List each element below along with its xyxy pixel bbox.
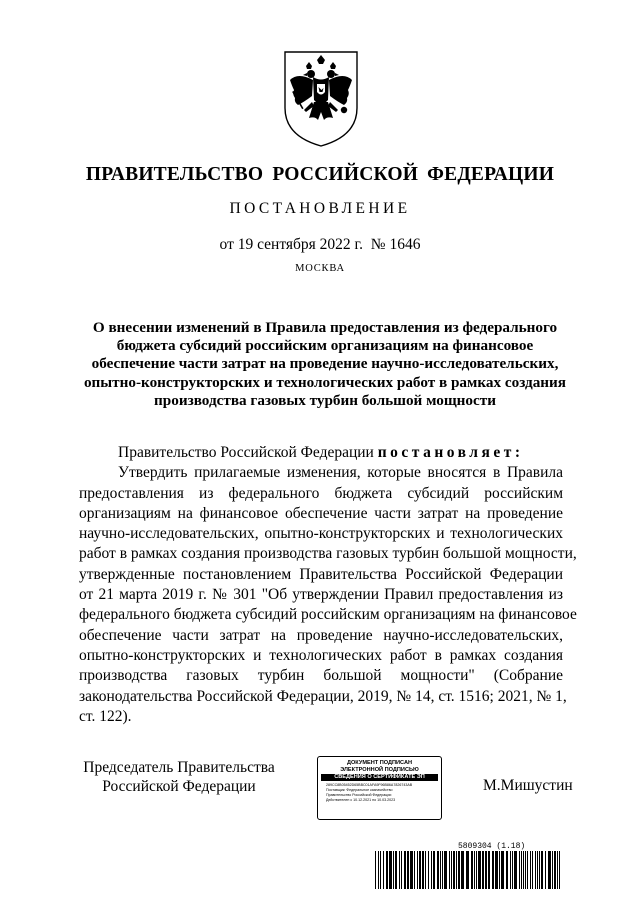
- barcode-bar: [458, 851, 460, 889]
- barcode-bar: [375, 851, 376, 889]
- barcode-bar: [449, 851, 450, 889]
- barcode-bar: [559, 851, 560, 889]
- signatory-position: [79, 758, 279, 796]
- barcode-bar: [499, 851, 500, 889]
- stamp-certificate-header: СВЕДЕНИЯ О СЕРТИФИКАТЕ ЭП: [321, 774, 438, 781]
- subject-line: опытно-конструкторских и технологических работ в рамках создания: [83, 373, 567, 391]
- barcode-bar: [437, 851, 439, 889]
- barcode-bar: [541, 851, 543, 889]
- barcode-bar: [456, 851, 457, 889]
- body-line: обеспечение части затрат на проведение научно-исследовательских,: [79, 626, 563, 644]
- body-line: производства газовых турбин большой мощности" (Собрание: [79, 667, 563, 685]
- barcode-bar: [410, 851, 413, 889]
- barcode-bar: [495, 851, 498, 889]
- barcode-bar: [389, 851, 392, 889]
- barcode-bar: [393, 851, 394, 889]
- barcode-bar: [519, 851, 520, 889]
- barcode-bar: [399, 851, 400, 889]
- preamble: [79, 443, 563, 463]
- barcode-bar: [548, 851, 551, 889]
- barcode-bar: [485, 851, 487, 889]
- barcode-bar: [444, 851, 447, 889]
- stamp-serial: 289CC8B05452D65BBC01AFA9F96B86A7826743AB: [326, 783, 413, 787]
- barcode-bar: [482, 851, 484, 889]
- signatory-name: М.Мишустин: [483, 777, 573, 794]
- barcode-bar: [407, 851, 409, 889]
- barcode-bar: [557, 851, 558, 889]
- barcode-bar: [422, 851, 424, 889]
- barcode-bar: [537, 851, 538, 889]
- stamp-validity: Действителен с 10.12.2021 по 10.03.2023: [326, 798, 396, 802]
- barcode-bar: [383, 851, 384, 889]
- barcode-bar: [476, 851, 477, 889]
- barcode-bar: [428, 851, 429, 889]
- preamble-text: Правительство Российской Федерации: [118, 444, 378, 461]
- barcode-bar: [523, 851, 524, 889]
- barcode-bar: [510, 851, 511, 889]
- document-date-number: от 19 сентября 2022 г. № 1646: [219, 236, 421, 253]
- barcode-bar: [506, 851, 508, 889]
- barcode-bar: [474, 851, 475, 889]
- electronic-signature-stamp: [317, 756, 442, 820]
- body-line: предоставления из федерального бюджета субсидий российским: [79, 484, 563, 502]
- barcode-bar: [395, 851, 397, 889]
- preamble-verb: постановляет:: [377, 444, 524, 461]
- position-line: Председатель Правительства: [83, 759, 275, 776]
- barcode-bar: [466, 851, 469, 889]
- body-line: работ в рамках создания производства газовых турбин большой мощности,: [79, 545, 577, 563]
- document-body: [79, 443, 577, 727]
- barcode-bar: [414, 851, 415, 889]
- barcode-bar: [492, 851, 494, 889]
- barcode-bar: [404, 851, 406, 889]
- body-line: организациям на финансовое обеспечение части затрат на проведение: [79, 504, 563, 522]
- document-type: ПОСТАНОВЛЕНИЕ: [229, 200, 411, 217]
- barcode-number: 5809304 (1.18): [458, 842, 526, 851]
- body-line: от 21 марта 2019 г. № 301 "Об утверждении Правил предоставления из: [79, 586, 563, 604]
- body-line: научно-исследовательских, опытно-конструкторских и технологических: [79, 525, 563, 543]
- barcode-bar: [417, 851, 418, 889]
- stamp-line: ЭЛЕКТРОННОЙ ПОДПИСЬЮ: [340, 766, 419, 773]
- barcode-bar: [527, 851, 528, 889]
- barcode-bar: [488, 851, 490, 889]
- barcode-bar: [552, 851, 553, 889]
- barcode-bar: [461, 851, 464, 889]
- barcode-bar: [532, 851, 533, 889]
- barcode-bar: [425, 851, 426, 889]
- barcode-bar: [535, 851, 536, 889]
- barcode-bar: [512, 851, 513, 889]
- barcode-bar: [501, 851, 504, 889]
- body-line: утвержденные постановлением Правительства Российской Федерации: [79, 565, 563, 583]
- subject-line: О внесении изменений в Правила предоставления из федерального: [92, 319, 558, 336]
- barcode-bar: [433, 851, 435, 889]
- barcode-bar: [545, 851, 546, 889]
- body-line: федерального бюджета субсидий российским организациям на финансовое: [79, 606, 577, 624]
- subject-line: бюджета субсидий российским организациям на финансовое: [116, 337, 534, 355]
- subject-line: обеспечение части затрат на проведение научно-исследовательских,: [91, 355, 559, 373]
- position-line: Российской Федерации: [102, 778, 256, 795]
- body-line: ст. 122).: [79, 707, 132, 725]
- stamp-issuer: Поставщик: Федеральное казначейство: [326, 788, 393, 792]
- stamp-line: ДОКУМЕНТ ПОДПИСАН: [346, 760, 413, 766]
- subject-line: производства газовых турбин большой мощности: [154, 391, 496, 409]
- body-line: Утвердить прилагаемые изменения, которые вносятся в Правила: [118, 464, 563, 482]
- barcode: [375, 851, 563, 889]
- government-title: ПРАВИТЕЛЬСТВО РОССИЙСКОЙ ФЕДЕРАЦИИ: [85, 164, 555, 185]
- barcode-bar: [554, 851, 556, 889]
- document-subject: [80, 319, 570, 410]
- body-line: опытно-конструкторских и технологических работ в рамках создания: [79, 646, 563, 664]
- barcode-bar: [525, 851, 526, 889]
- barcode-bar: [378, 851, 379, 889]
- barcode-bar: [521, 851, 522, 889]
- stamp-owner: Правительство Российской Федерации: [326, 793, 392, 797]
- barcode-bar: [514, 851, 517, 889]
- barcode-bar: [440, 851, 441, 889]
- barcode-bar: [451, 851, 452, 889]
- barcode-bar: [401, 851, 402, 889]
- barcode-bar: [471, 851, 473, 889]
- document-city: МОСКВА: [295, 263, 345, 274]
- barcode-bar: [453, 851, 455, 889]
- body-line: законодательства Российской Федерации, 2019, № 14, ст. 1516; 2021, № 1,: [79, 687, 567, 705]
- barcode-bar: [431, 851, 432, 889]
- barcode-bar: [539, 851, 540, 889]
- barcode-bar: [380, 851, 381, 889]
- barcode-bar: [386, 851, 388, 889]
- barcode-bar: [442, 851, 443, 889]
- coat-of-arms-emblem: [282, 50, 360, 148]
- barcode-bar: [478, 851, 481, 889]
- barcode-bar: [530, 851, 531, 889]
- barcode-bar: [419, 851, 421, 889]
